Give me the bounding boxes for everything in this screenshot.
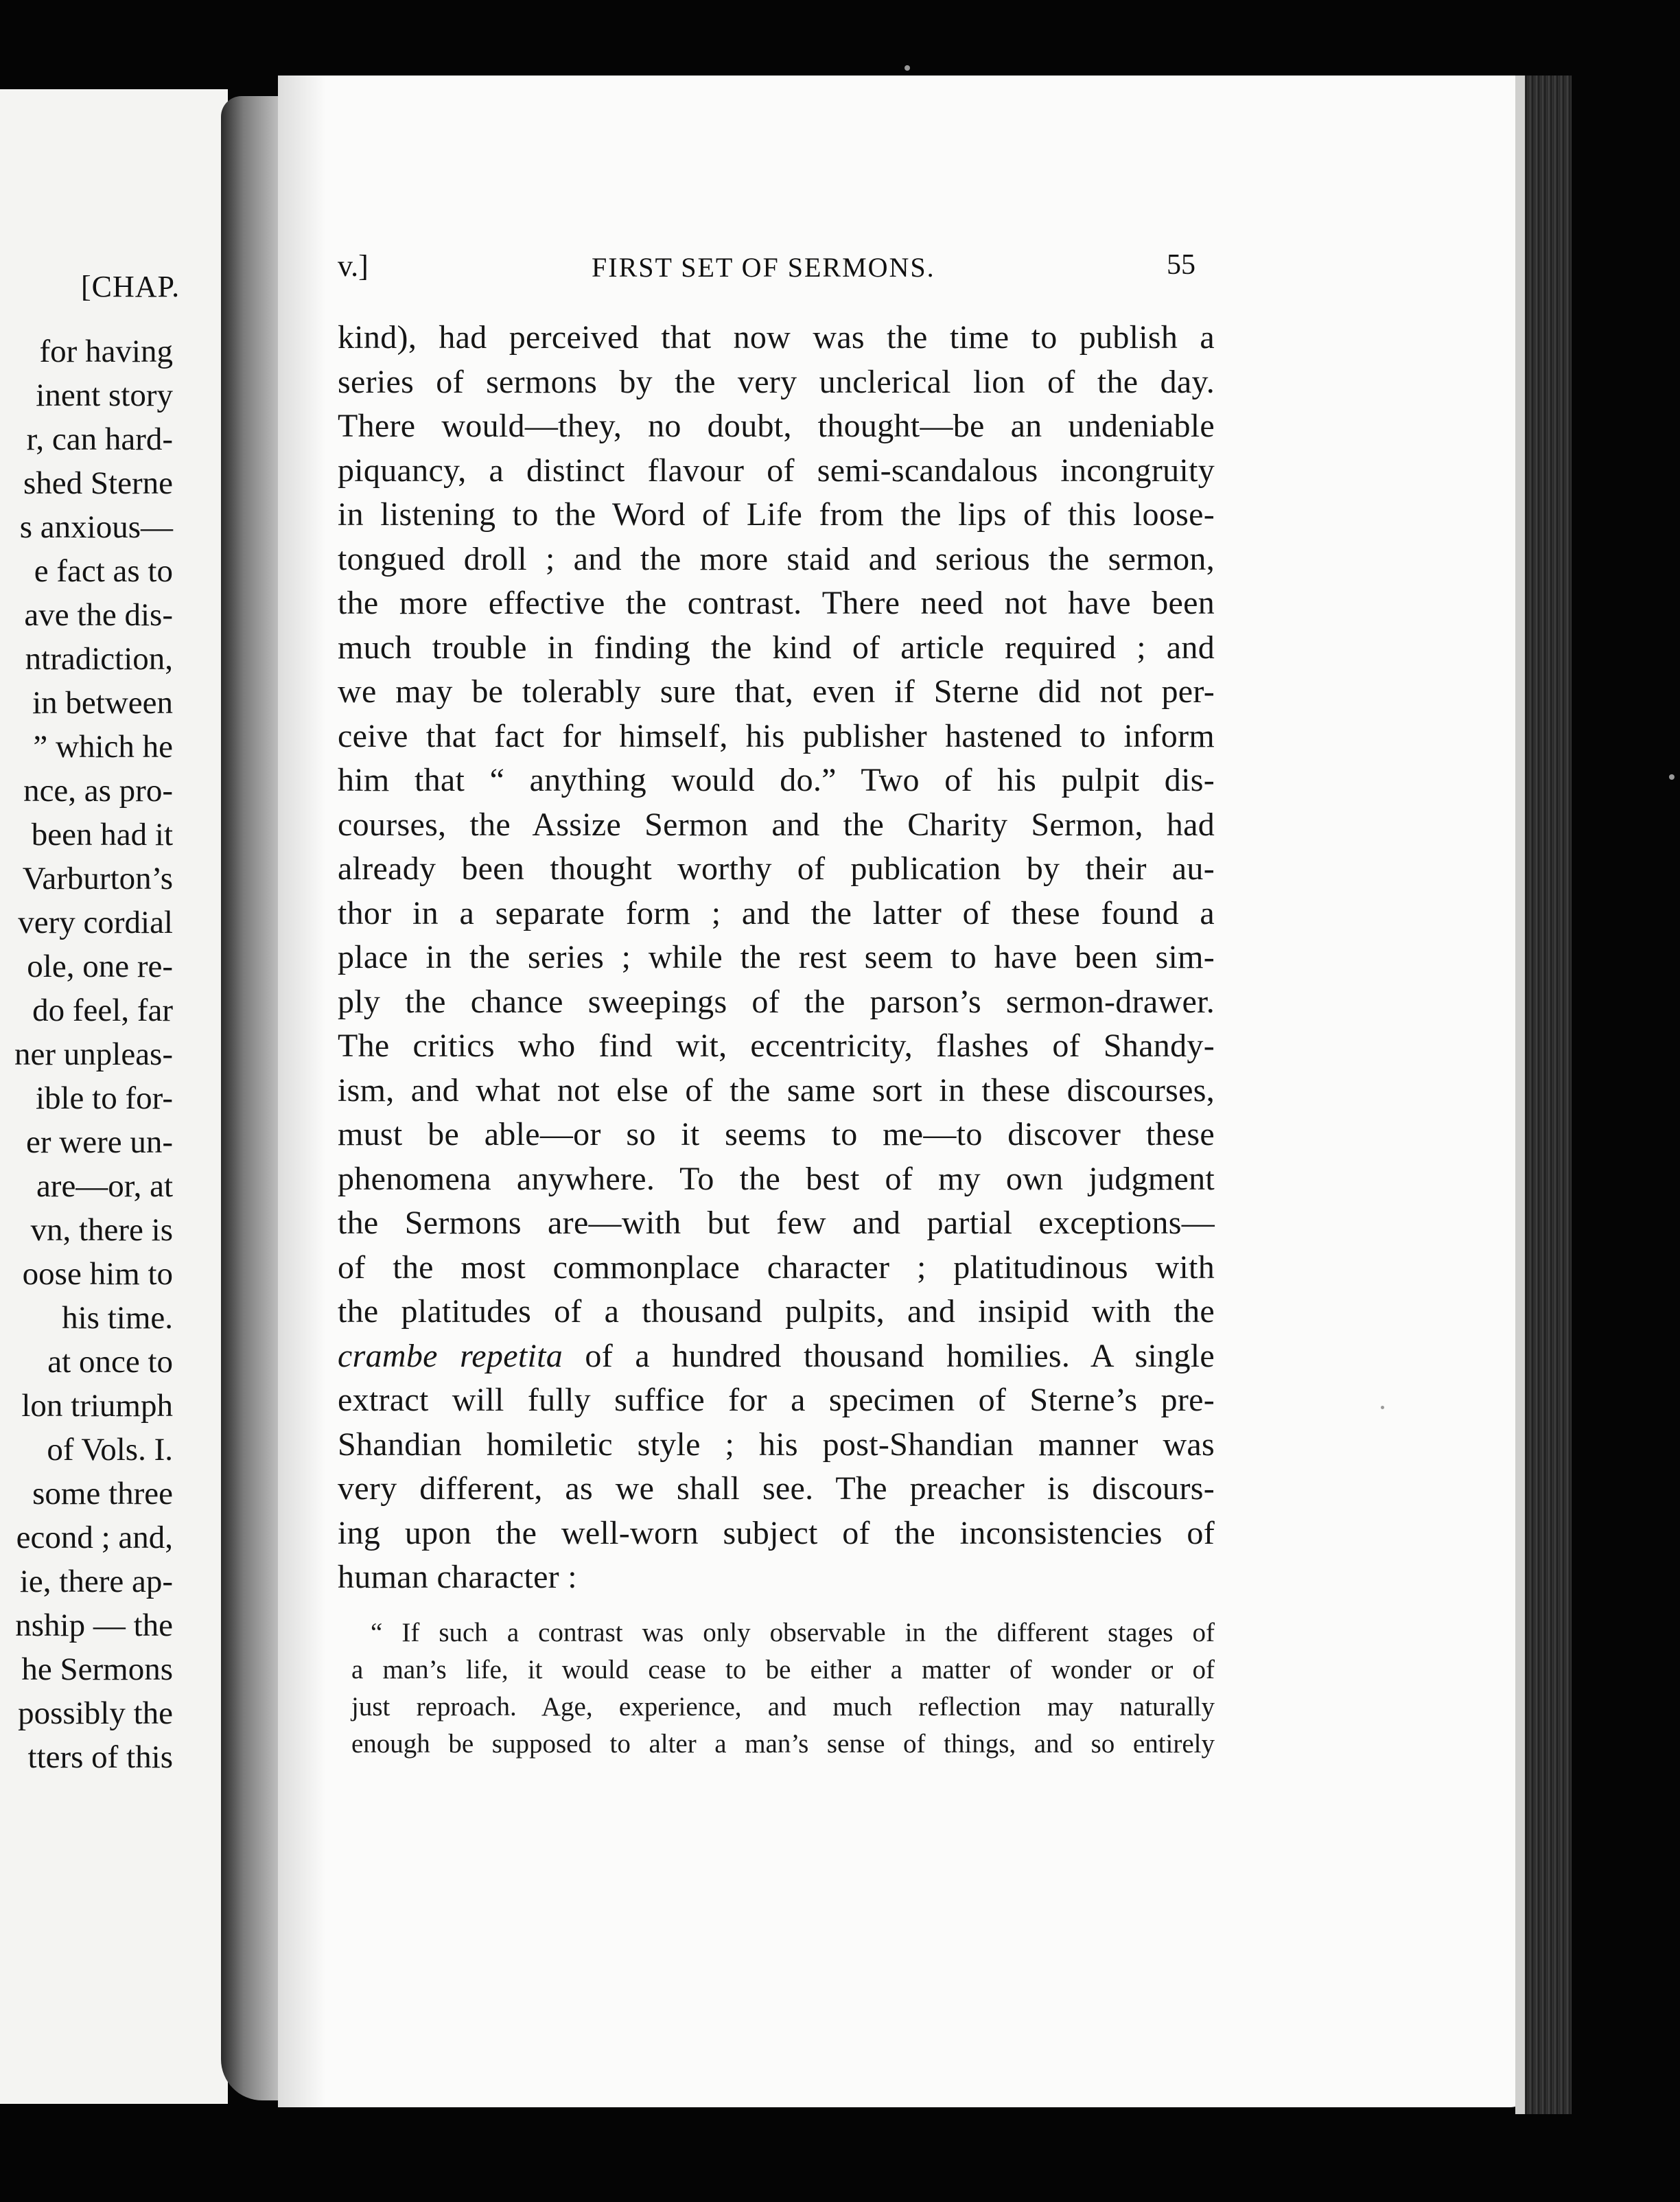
page-number: 55 xyxy=(1167,249,1195,281)
running-title: FIRST SET OF SERMONS. xyxy=(592,252,935,283)
left-text-line: ner unpleas- xyxy=(14,1036,173,1072)
left-text-line: tters of this xyxy=(27,1739,173,1775)
left-text-line: ible to for- xyxy=(35,1080,173,1116)
page-edges xyxy=(1522,76,1572,2114)
left-text-line: shed Sterne xyxy=(23,465,173,501)
scan-speck xyxy=(905,65,910,71)
left-text-line: oose him to xyxy=(22,1256,173,1292)
left-text-line: ave the dis- xyxy=(24,597,173,633)
text-line: we may be tolerably sure that, even if Sterne did not per- xyxy=(338,673,1215,710)
text-line: ism, and what not else of the same sort in these discourses, xyxy=(338,1071,1215,1109)
text-line: phenomena anywhere. To the best of my own judgment xyxy=(338,1160,1215,1197)
text-line: The critics who find wit, eccentricity, flashes of Shandy- xyxy=(338,1028,1215,1064)
text-line: place in the series ; while the rest seem to have been sim- xyxy=(338,939,1215,975)
text-line: much trouble in finding the kind of article required ; and xyxy=(338,629,1215,666)
block-quote xyxy=(351,1614,1215,1763)
text-line: courses, the Assize Sermon and the Charity Sermon, had xyxy=(338,806,1215,843)
text-line: of the most commonplace character ; platitudinous with xyxy=(338,1249,1215,1286)
left-text-line: r, can hard- xyxy=(26,421,173,457)
left-text-line: lon triumph xyxy=(21,1388,173,1424)
quote-line: “ If such a contrast was only observable in the different stages of xyxy=(371,1618,1215,1647)
left-text-line: possibly the xyxy=(18,1695,173,1731)
left-text-line: his time. xyxy=(62,1300,173,1336)
left-text-line: some three xyxy=(32,1476,173,1511)
quote-line: a man’s life, it would cease to be either a matter of wonder or of xyxy=(351,1655,1215,1684)
left-text-line: inent story xyxy=(36,378,173,413)
left-text-line: er were un- xyxy=(26,1124,173,1160)
left-text-line: of Vols. I. xyxy=(47,1432,173,1468)
text-line: in listening to the Word of Life from the lips of this loose- xyxy=(338,496,1215,533)
text-line: already been thought worthy of publication by their au- xyxy=(338,850,1215,887)
text-line: There would—they, no doubt, thought—be an undeniable xyxy=(338,408,1215,444)
left-text-line: nce, as pro- xyxy=(23,773,173,809)
running-head xyxy=(338,248,1195,290)
text-line: extract will fully suffice for a specimen of Sterne’s pre- xyxy=(338,1382,1215,1418)
left-page-text xyxy=(0,329,173,1779)
text-line: series of sermons by the very unclerical lion of the day. xyxy=(338,363,1215,400)
left-text-line: in between xyxy=(32,685,173,721)
text-line: the Sermons are—with but few and partial exceptions— xyxy=(338,1205,1215,1241)
left-text-line: ” which he xyxy=(33,729,173,765)
left-text-line: s anxious— xyxy=(19,509,173,545)
text-line: must be able—or so it seems to me—to discover these xyxy=(338,1116,1215,1152)
text-line: very different, as we shall see. The preacher is discours- xyxy=(338,1470,1215,1507)
left-text-line: ntradiction, xyxy=(25,641,173,677)
left-text-line: e fact as to xyxy=(34,553,173,589)
left-text-line: ole, one re- xyxy=(27,949,173,984)
left-text-line: nship — the xyxy=(15,1608,173,1643)
text-line: the more effective the contrast. There need not have been xyxy=(338,585,1215,621)
body-text xyxy=(338,316,1215,1600)
left-text-line: are—or, at xyxy=(36,1168,173,1204)
text-line: him that “ anything would do.” Two of his pulpit dis- xyxy=(338,762,1215,798)
left-text-line: Varburton’s xyxy=(22,861,173,896)
text-line: kind), had perceived that now was the time to publish a xyxy=(338,319,1215,356)
left-page-running-head: [CHAP. xyxy=(81,270,180,303)
text-line: Shandian homiletic style ; his post-Shandian manner was xyxy=(338,1426,1215,1463)
quote-line: enough be supposed to alter a man’s sense of things, and so entirely xyxy=(351,1729,1215,1759)
scan-speck xyxy=(1669,774,1675,780)
left-text-line: econd ; and, xyxy=(16,1520,173,1555)
italic-phrase: crambe repetita xyxy=(338,1337,563,1374)
text-line: the platitudes of a thousand pulpits, and insipid with the xyxy=(338,1293,1215,1330)
text-line-with-italic xyxy=(338,1334,1215,1379)
quote-line: just reproach. Age, experience, and much reflection may naturally xyxy=(351,1692,1215,1722)
text-line-rest: of a hundred thousand homilies. A single xyxy=(585,1337,1215,1374)
text-line: ply the chance sweepings of the parson’s sermon-drawer. xyxy=(338,983,1215,1020)
scan-speck xyxy=(1381,1406,1384,1409)
chapter-marker: v.] xyxy=(338,249,369,283)
left-text-line: vn, there is xyxy=(30,1212,173,1248)
left-text-line: he Sermons xyxy=(21,1652,173,1687)
text-line: ceive that fact for himself, his publisher hastened to inform xyxy=(338,717,1215,754)
left-text-line: do feel, far xyxy=(32,993,173,1028)
text-line: tongued droll ; and the more staid and serious the sermon, xyxy=(338,540,1215,577)
text-line: ing upon the well-worn subject of the inconsistencies of xyxy=(338,1514,1215,1551)
left-page xyxy=(0,89,228,2104)
left-text-line: for having xyxy=(39,334,173,369)
text-line: piquancy, a distinct flavour of semi-scandalous incongruity xyxy=(338,452,1215,489)
text-line: thor in a separate form ; and the latter of these found a xyxy=(338,894,1215,931)
left-text-line: at once to xyxy=(47,1344,173,1380)
left-text-line: been had it xyxy=(31,817,173,853)
left-text-line: ie, there ap- xyxy=(19,1564,173,1599)
left-text-line: very cordial xyxy=(18,905,173,940)
text-line: human character : xyxy=(338,1559,577,1595)
